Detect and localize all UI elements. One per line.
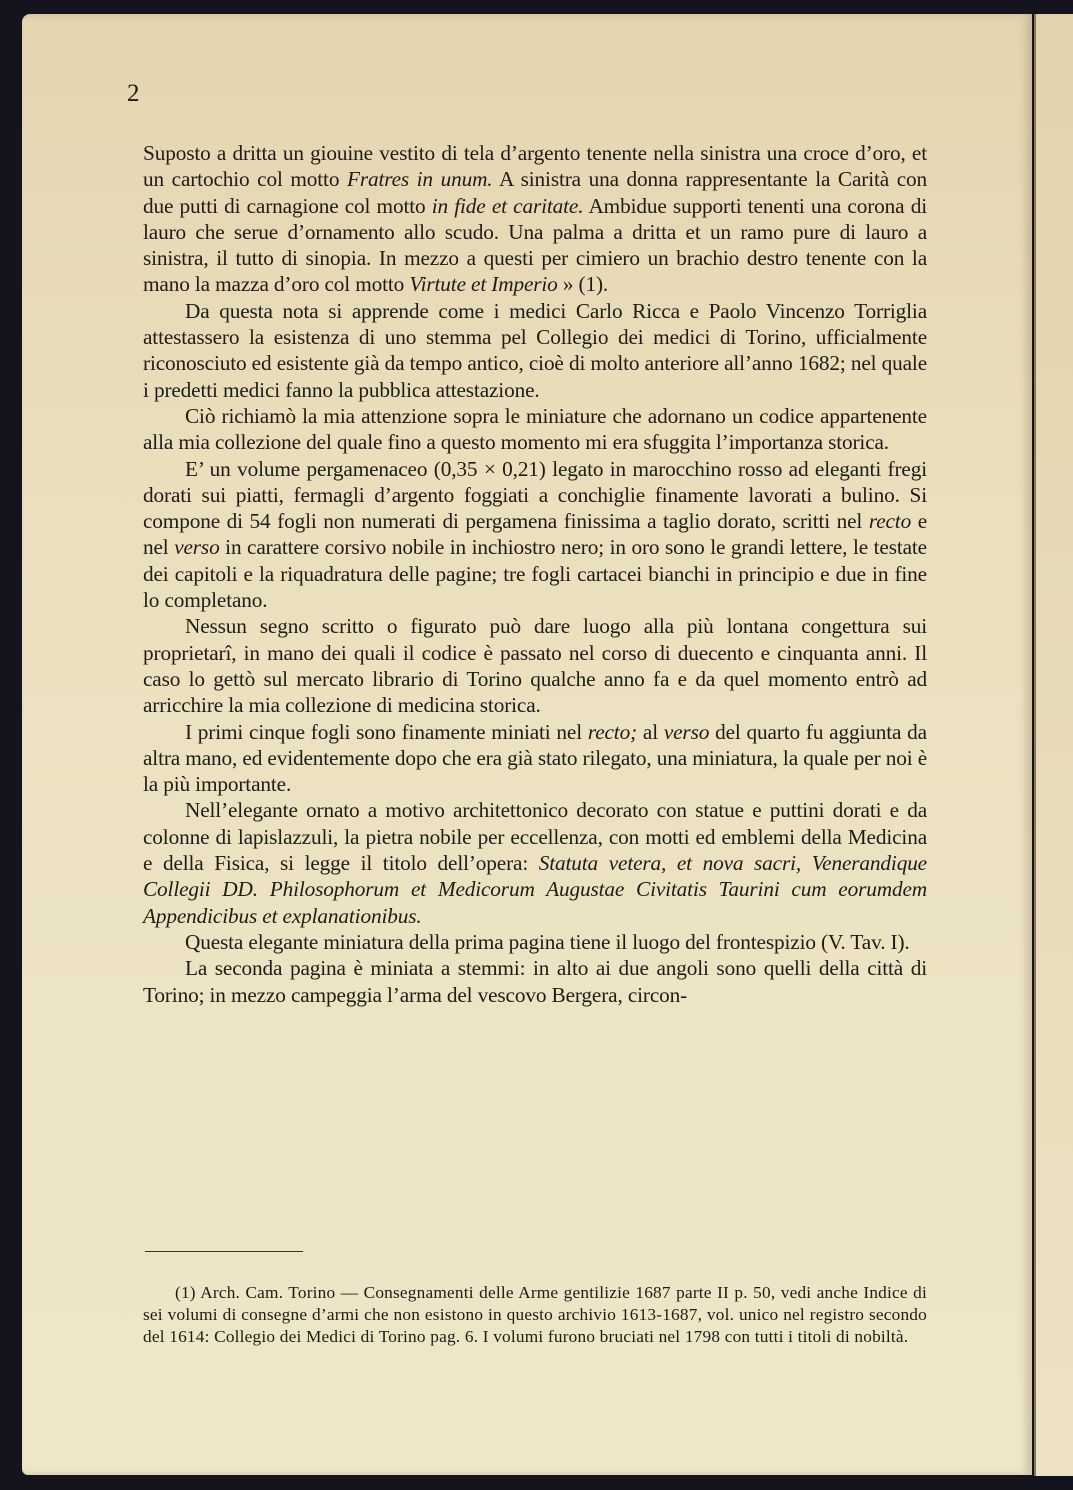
italic-phrase: verso [663, 719, 710, 744]
italic-phrase: Statuta vetera, et nova sacri, Venerandique Collegii DD. Philosophorum et Medicorum Augustae Civitatis Taurini cum eorumdem Appendicibus et explanationibus. [143, 851, 927, 928]
footnote-separator [145, 1251, 303, 1252]
footnote-text: (1) Arch. Cam. Torino — Consegnamenti delle Arme gentilizie 1687 parte II p. 50, vedi anche Indice di sei volumi di consegne d’armi che non esistono in questo archivio 1613-1687, vol. unico nel registro secondo del 1614: Collegio dei Medici di Torino pag. 6. I volumi furono bruciati nel 1798 con tutti i titoli di nobiltà. [143, 1283, 927, 1347]
body-text [143, 140, 927, 1008]
paragraph: Da questa nota si apprende come i medici Carlo Ricca e Paolo Vincenzo Torriglia attestassero la esistenza di uno stemma pel Collegio dei medici di Torino, ufficialmente riconosciuto ed esistente già da tempo antico, cioè di molto anteriore all’anno 1682; nel quale i predetti medici fanno la pubblica attestazione. [143, 298, 927, 402]
italic-phrase: in fide et caritate. [431, 193, 584, 218]
page-number: 2 [127, 80, 140, 107]
paragraph: Nell’elegante ornato a motivo architettonico decorato con statue e puttini dorati e da colonne di lapislazzuli, la pietra nobile per eccellenza, con motti ed emblemi della Medicina e della Fisica, si legge il titolo dell’opera: Statuta vetera, et nova sacri, Venerandique Collegii DD. Philosophorum et Medicorum Augustae Civitatis Taurini cum eorumdem Appendicibus et explanationibus. [143, 798, 927, 928]
paragraph: Nessun segno scritto o figurato può dare luogo alla più lontana congettura sui proprietarî, in mano dei quali il codice è passato nel corso di duecento e cinquanta anni. Il caso lo gettò sul mercato librario di Torino qualche anno fa e da quel momento entrò ad arricchire la mia collezione di medicina storica. [143, 614, 927, 718]
paragraph: I primi cinque fogli sono finamente miniati nel recto; al verso del quarto fu aggiunta da altra mano, ed evidentemente dopo che era già stato rilegato, una miniatura, la quale per noi è la più importante. [143, 719, 927, 797]
italic-phrase: Fratres in unum. [346, 167, 493, 192]
italic-phrase: recto [868, 509, 912, 534]
paragraph: La seconda pagina è miniata a stemmi: in alto ai due angoli sono quelli della città di Torino; in mezzo campeggia l’arma del vescovo Bergera, circon- [143, 956, 927, 1007]
adjacent-page-edge [1034, 14, 1073, 1476]
italic-phrase: Virtute et Imperio [409, 272, 558, 297]
italic-phrase: verso [174, 535, 220, 560]
footnote [143, 1282, 927, 1349]
paragraph: Questa elegante miniatura della prima pagina tiene il luogo del frontespizio (V. Tav. I). [185, 929, 910, 954]
paragraph: Ciò richiamò la mia attenzione sopra le miniature che adornano un codice appartenente alla mia collezione del quale fino a questo momento mi era sfuggita l’importanza storica. [143, 403, 927, 455]
italic-phrase: recto; [587, 719, 638, 744]
paragraph: E’ un volume pergamenaceo (0,35 × 0,21) legato in marocchino rosso ad eleganti fregi dorati sui piatti, fermagli d’argento foggiati a conchiglie finamente lavorati a bulino. Si compone di 54 fogli non numerati di pergamena finissima a taglio dorato, scritti nel recto e nel verso in carattere corsivo nobile in inchiostro nero; in oro sono le grandi lettere, le testate dei capitoli e la riquadratura delle pagine; tre fogli cartacei bianchi in principio e due in fine lo completano. [143, 456, 927, 613]
paragraph: Suposto a dritta un giouine vestito di tela d’argento tenente nella sinistra una croce d’oro, et un cartochio col motto Fratres in unum. A sinistra una donna rappresentante la Carità con due putti di carnagione col motto in fide et caritate. Ambidue supporti tenenti una corona di lauro che serue d’ornamento allo scudo. Una palma a dritta et un ramo pure di lauro a sinistra, il tutto di sinopia. In mezzo a questi per cimiero un brachio destro tenente con la mano la mazza d’oro col motto Virtute et Imperio » (1). [143, 141, 927, 297]
